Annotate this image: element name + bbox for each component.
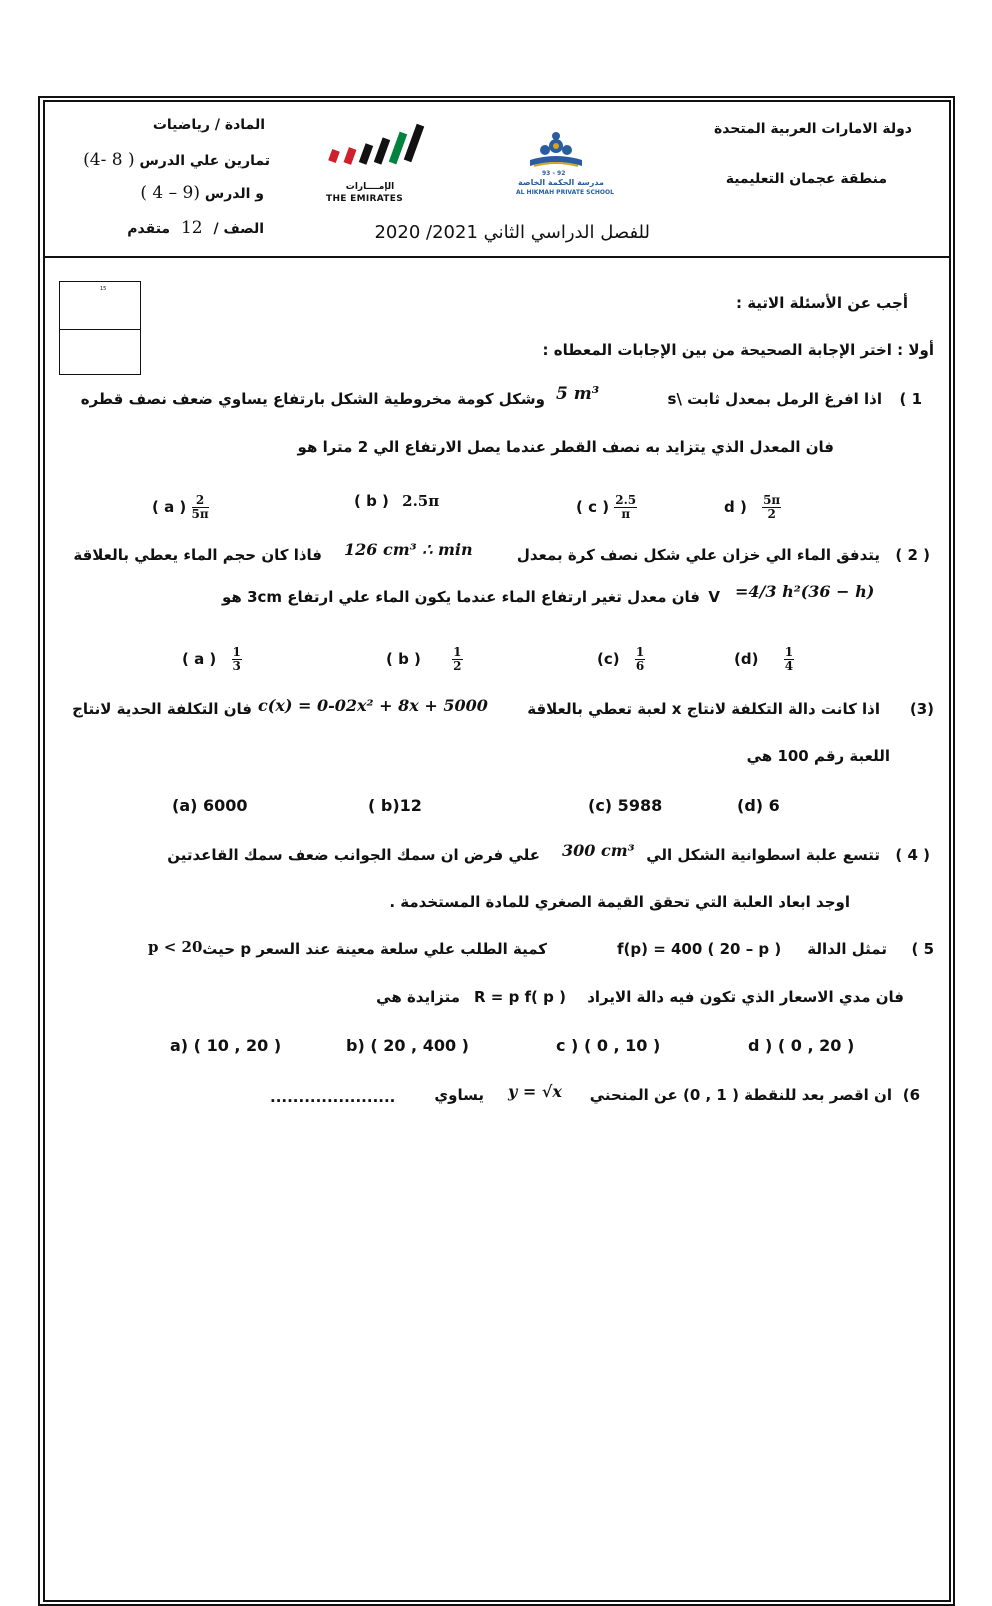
semester-title: للفصل الدراسي الثاني 2021/ 2020 [374, 222, 650, 243]
q6-answer-blank: ...................... [270, 1088, 396, 1106]
q2-line1-a: يتدفق الماء الي خزان علي شكل نصف كرة بمعدل [516, 546, 880, 564]
q1-line1-b: وشكل كومة مخروطية الشكل بارتفاع يساوي ضعف نصف قطره [80, 390, 545, 408]
header-divider [43, 256, 951, 258]
q6-curve-math: y = √x [508, 1082, 562, 1101]
q5-option-b: b) ( 20 , 400 ) [346, 1036, 469, 1055]
q3-option-c: (c) 5988 [588, 796, 663, 815]
q3-line1-b: فان التكلفة الحدية لانتاج [72, 700, 252, 718]
q4-number: ( 4 ) [895, 846, 930, 864]
q3-number: (3) [909, 700, 934, 718]
q6-number: 6) [902, 1086, 920, 1104]
q2-option-d: (d) $\frac{1}{4}$ [734, 645, 794, 674]
header-zone: منطقة عجمان التعليمية [725, 171, 887, 187]
q1-option-b: ( b ) 2.5π [354, 492, 440, 510]
q6-text-a: ان اقصر بعد للنقطة ( 1 , 0) عن المنحني [589, 1086, 892, 1104]
q2-line1-b: فاذا كان حجم الماء يعطي بالعلاقة [73, 546, 322, 564]
q1-number: 1 ) [899, 390, 922, 408]
q2-number: ( 2 ) [895, 546, 930, 564]
q5-option-c: c ) ( 0 , 10 ) [556, 1036, 661, 1055]
q1-option-c: ( c ) $\frac{2.5}{\pi}$ [576, 493, 637, 522]
q4-line1-b: علي فرض ان سمك الجوانب ضعف سمك القاعدتين [167, 846, 540, 864]
q3-option-a: (a) 6000 [172, 796, 248, 815]
score-box: 15 [59, 281, 141, 375]
q1-option-d: d ) $\frac{5\pi}{2}$ [724, 493, 781, 522]
q5-price-condition: p < 20 [148, 938, 203, 956]
q5-option-a: a) ( 10 , 20 ) [170, 1036, 282, 1055]
q1-line1-a: اذا افرغ الرمل بمعدل ثابت \s [667, 390, 882, 408]
q2-option-b: ( b ) $\frac{1}{2}$ [386, 645, 462, 674]
emirates-logo: الإمــــارات THE EMIRATES [322, 120, 432, 210]
q4-line2: اوجد ابعاد العلبة التي تحقق القيمة الصغري للمادة المستخدمة . [389, 893, 850, 911]
q2-v-label: V [708, 588, 720, 606]
q5-revenue-math: R = p f( p ) [474, 988, 566, 1006]
q3-line1-a: اذا كانت دالة التكلفة لانتاج x لعبة تعطي بالعلاقة [527, 700, 880, 718]
instruction-answer: أجب عن الأسئلة الاتية : [735, 294, 908, 312]
q5-number: 5 ) [911, 940, 934, 958]
q2-volume-math: =4/3 h²(36 − h) [735, 582, 875, 601]
school-logo: 93 - 92 مدرسة الحكمة الخاصة AL HIKMAH PRIVATE SCHOOL [512, 130, 622, 205]
q3-option-d: (d) 6 [737, 796, 780, 815]
q5-option-d: d ) ( 0 , 20 ) [748, 1036, 855, 1055]
q4-line1-a: تتسع علبة اسطوانية الشكل الي [646, 846, 880, 864]
school-emblem-icon [512, 130, 622, 172]
instruction-choose: أولا : اختر الإجابة الصحيحة من بين الإجابات المعطاه : [542, 341, 934, 359]
header-lesson2: و الدرس (9 – 4 ) [140, 183, 264, 203]
q6-text-b: يساوي [434, 1086, 484, 1104]
q1-line2: فان المعدل الذي يتزايد به نصف القطر عندما يصل الارتفاع الي 2 مترا هو [297, 438, 834, 456]
q5-line1-a: تمثل الدالة [807, 940, 887, 958]
header-subject: المادة / رياضيات [152, 117, 265, 133]
emirates-logo-bars [322, 120, 432, 180]
header-grade: الصف / 12 متقدم [127, 218, 264, 238]
header-country: دولة الامارات العربية المتحدة [713, 121, 912, 137]
q2-option-c: (c) $\frac{1}{6}$ [597, 645, 645, 674]
q4-volume-math: 300 cm³ [562, 841, 635, 860]
q5-demand-math: f(p) = 400 ( 20 – p ) [617, 940, 782, 958]
q3-line2: اللعبة رقم 100 هي [746, 747, 890, 765]
q2-line2-b: فان معدل تغير ارتفاع الماء عندما يكون الماء علي ارتفاع 3cm هو [222, 588, 700, 606]
q5-line1-b: كمية الطلب علي سلعة معينة عند السعر p حيث [202, 940, 547, 958]
q5-line2-a: فان مدي الاسعار الذي تكون فيه دالة الايراد [587, 988, 904, 1006]
q1-rate-math: 5 m³ [556, 384, 600, 404]
q1-option-a: ( a ) $\frac{2}{5\pi}$ [152, 493, 209, 522]
q2-option-a: ( a ) $\frac{1}{3}$ [182, 645, 241, 674]
q3-option-b: ( b)12 [368, 796, 422, 815]
q5-line2-b: متزايدة هي [376, 988, 460, 1006]
header-lesson1: تمارين علي الدرس ( 8 -4) [83, 150, 270, 170]
q2-rate-math: 126 cm³ ∴ min [344, 540, 473, 559]
q3-cost-math: c(x) = 0-02x² + 8x + 5000 [258, 696, 488, 715]
